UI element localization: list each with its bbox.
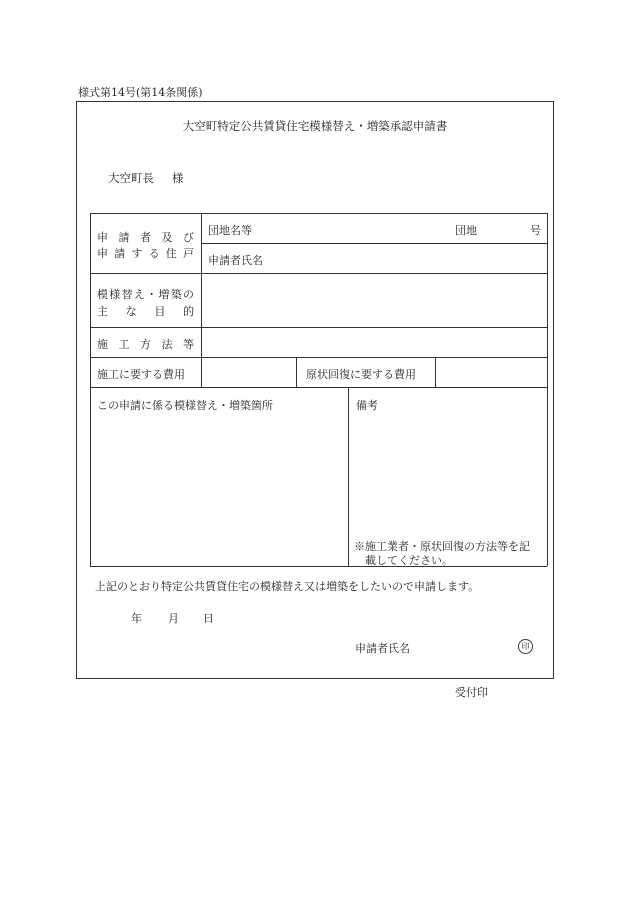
table-border-top bbox=[90, 213, 547, 214]
date-month: 月 bbox=[168, 612, 179, 625]
table-line bbox=[201, 213, 202, 387]
form-title: 大空町特定公共賃貸住宅模様替え・増築承認申請書 bbox=[182, 119, 448, 133]
addressee-honorific: 様 bbox=[172, 171, 184, 185]
date-day: 日 bbox=[203, 612, 214, 625]
purpose-label-line2: 主 な 目 的 bbox=[97, 305, 195, 318]
remarks-note-line2: 載してください。 bbox=[365, 554, 453, 567]
table-border-right bbox=[547, 213, 548, 566]
remarks-label: 備考 bbox=[356, 399, 378, 412]
table-line bbox=[435, 357, 436, 387]
table-line bbox=[90, 357, 547, 358]
unit-suffix: 号 bbox=[530, 224, 541, 237]
table-line bbox=[201, 243, 547, 244]
application-statement: 上記のとおり特定公共賃貸住宅の模様替え又は増築をしたいので申請します。 bbox=[95, 580, 480, 593]
table-line bbox=[90, 273, 547, 274]
complex-suffix: 団地 bbox=[455, 224, 477, 237]
location-label: この申請に係る模様替え・増築箇所 bbox=[97, 399, 273, 412]
method-label: 施工方法等 bbox=[97, 338, 194, 351]
complex-name-label: 団地名等 bbox=[208, 224, 252, 237]
construction-cost-label: 施工に要する費用 bbox=[97, 368, 185, 381]
table-border-bottom bbox=[90, 566, 547, 567]
seal-icon: 印 bbox=[518, 639, 533, 654]
addressee bbox=[108, 170, 184, 186]
table-line bbox=[90, 327, 547, 328]
addressee-name: 大空町長 bbox=[108, 171, 154, 185]
date-year: 年 bbox=[131, 612, 142, 625]
signature-label: 申請者氏名 bbox=[355, 642, 410, 655]
table-line bbox=[348, 387, 349, 566]
purpose-label-line1: 模様替え・増築の bbox=[97, 288, 194, 301]
applicant-label-line2: 申請する住戸 bbox=[97, 247, 194, 260]
table-line bbox=[296, 357, 297, 387]
table-border-left bbox=[90, 213, 91, 566]
receipt-stamp-label: 受付印 bbox=[455, 686, 488, 699]
table-line bbox=[90, 387, 547, 388]
form-number: 様式第14号(第14条関係) bbox=[78, 86, 203, 99]
applicant-label-line1: 申請者及び bbox=[97, 231, 194, 244]
restoration-cost-label: 原状回復に要する費用 bbox=[306, 368, 416, 381]
applicant-name-label: 申請者氏名 bbox=[208, 254, 263, 267]
remarks-note-line1: ※施工業者・原状回復の方法等を記 bbox=[354, 540, 530, 553]
